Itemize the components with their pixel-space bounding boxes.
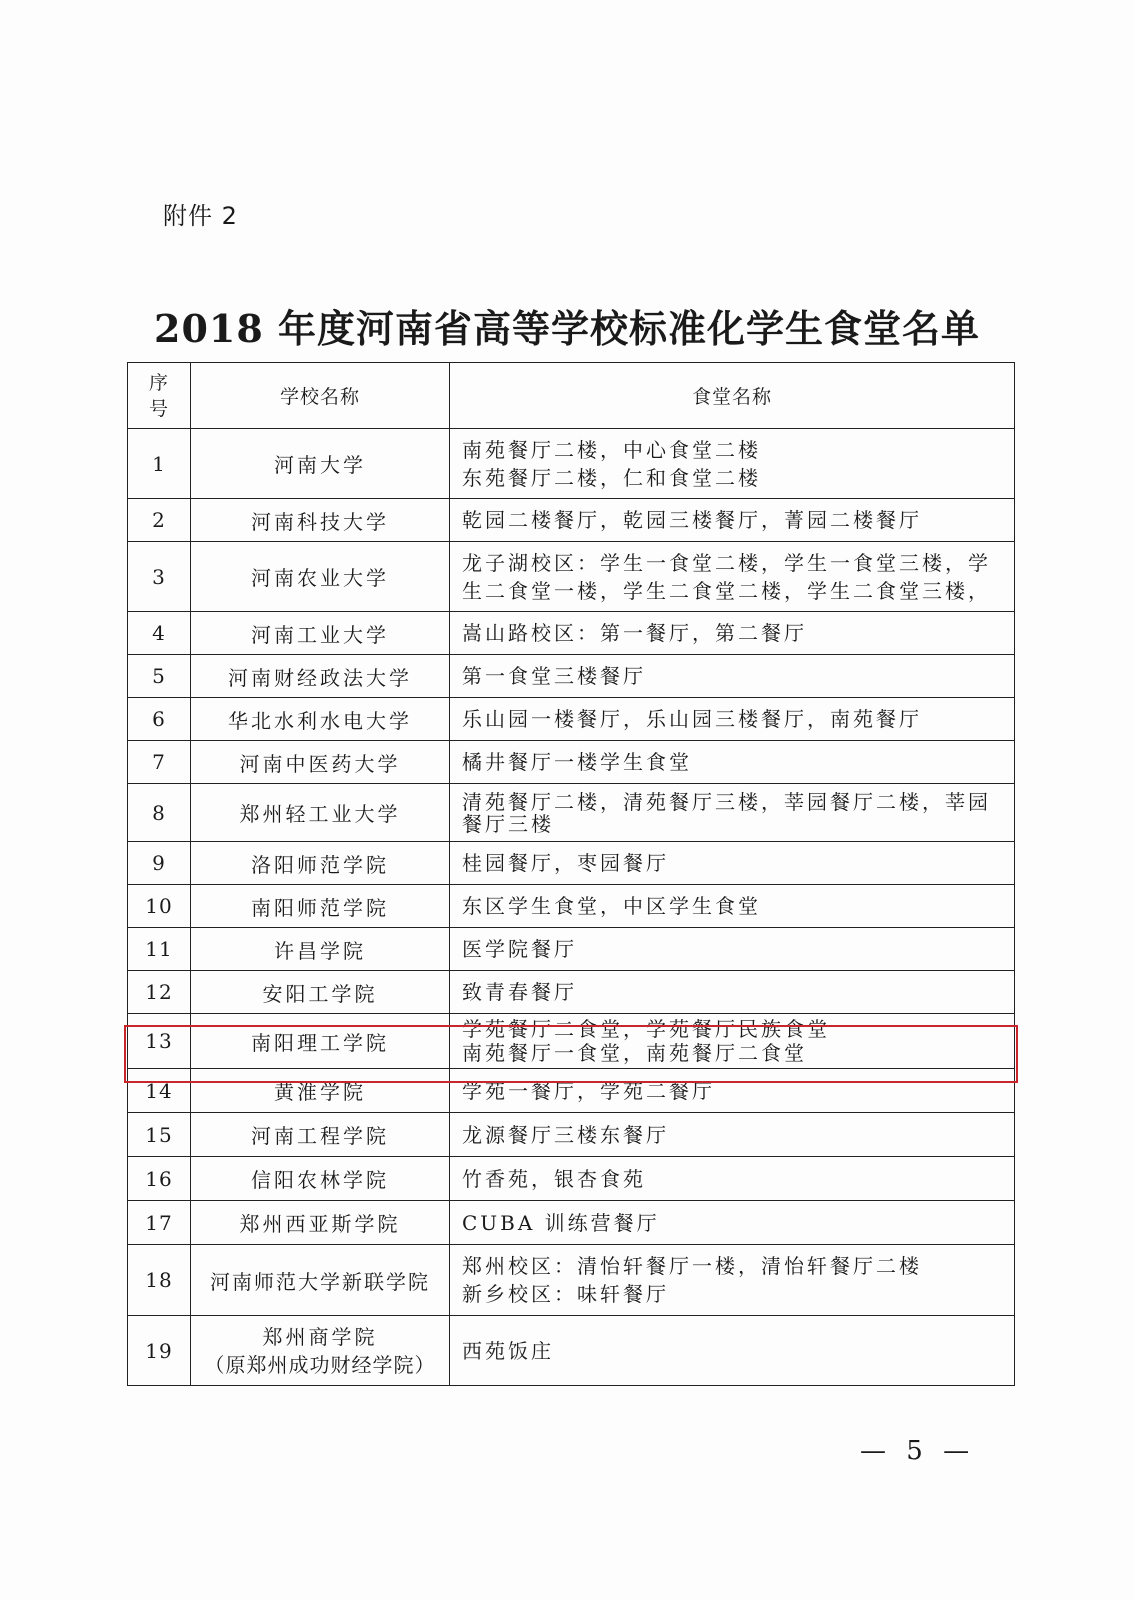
row-num: 1 [128, 429, 191, 499]
row-school: 洛阳师范学院 [191, 842, 450, 885]
row-num: 16 [128, 1157, 191, 1201]
canteen-line: 嵩山路校区：第一餐厅，第二餐厅 [462, 621, 807, 645]
canteen-line: 橘井餐厅一楼学生食堂 [462, 750, 692, 774]
row-school: 河南师范大学新联学院 [191, 1245, 450, 1316]
row-canteen [450, 698, 1015, 741]
row-num: 3 [128, 542, 191, 612]
school-former-name: （原郑州成功财经学院） [204, 1352, 436, 1377]
row-canteen [450, 1245, 1015, 1316]
canteen-line: 竹香苑，银杏食苑 [462, 1166, 646, 1191]
table-row [128, 542, 1015, 612]
row-canteen [450, 612, 1015, 655]
table-row [128, 1157, 1015, 1201]
row-num: 14 [128, 1069, 191, 1113]
table-row [128, 1201, 1015, 1245]
canteen-line: 南苑餐厅一食堂，南苑餐厅二食堂 [462, 1041, 807, 1065]
table-row [128, 784, 1015, 842]
page-number: — 5 — [860, 1436, 976, 1466]
canteen-line: 桂园餐厅，枣园餐厅 [462, 851, 669, 875]
row-canteen [450, 1201, 1015, 1245]
row-canteen [450, 655, 1015, 698]
table-row [128, 971, 1015, 1014]
school-name: 郑州商学院 [262, 1324, 378, 1349]
canteen-line: 东苑餐厅二楼，仁和食堂二楼 [462, 465, 761, 490]
row-school: 郑州西亚斯学院 [191, 1201, 450, 1245]
row-num: 13 [128, 1014, 191, 1069]
row-school: 河南中医药大学 [191, 741, 450, 784]
row-num: 9 [128, 842, 191, 885]
row-school: 许昌学院 [191, 928, 450, 971]
row-num: 4 [128, 612, 191, 655]
row-school: 南阳师范学院 [191, 885, 450, 928]
row-school: 安阳工学院 [191, 971, 450, 1014]
canteen-line: 郑州校区：清怡轩餐厅一楼，清怡轩餐厅二楼 [462, 1254, 922, 1278]
canteen-line: 乾园二楼餐厅，乾园三楼餐厅，菁园二楼餐厅 [462, 508, 922, 532]
row-num: 18 [128, 1245, 191, 1316]
row-num: 19 [128, 1316, 191, 1386]
table-row [128, 1113, 1015, 1157]
row-num: 17 [128, 1201, 191, 1245]
canteen-line: 学苑餐厅二食堂，学苑餐厅民族食堂 [462, 1017, 830, 1041]
canteen-line: 东区学生食堂，中区学生食堂 [462, 894, 761, 918]
row-school: 河南大学 [191, 429, 450, 499]
row-school: 河南农业大学 [191, 542, 450, 612]
canteen-line: 餐厅三楼 [462, 811, 554, 836]
canteen-table [127, 362, 1015, 1386]
canteen-line: 学苑一餐厅，学苑二餐厅 [462, 1078, 715, 1103]
row-canteen [450, 784, 1015, 842]
row-school: 河南科技大学 [191, 499, 450, 542]
canteen-line: 西苑饭庄 [462, 1338, 554, 1363]
table-row [128, 429, 1015, 499]
canteen-line: 龙源餐厅三楼东餐厅 [462, 1122, 669, 1147]
row-canteen [450, 1157, 1015, 1201]
canteen-line: 乐山园一楼餐厅，乐山园三楼餐厅，南苑餐厅 [462, 707, 922, 731]
row-canteen [450, 429, 1015, 499]
header-num-line2: 号 [148, 397, 169, 420]
canteen-line: 南苑餐厅二楼，中心食堂二楼 [462, 437, 761, 462]
row-canteen [450, 1316, 1015, 1386]
row-num: 12 [128, 971, 191, 1014]
row-school: 南阳理工学院 [191, 1014, 450, 1069]
row-canteen [450, 971, 1015, 1014]
table-row [128, 1245, 1015, 1316]
row-num: 8 [128, 784, 191, 842]
row-canteen [450, 1113, 1015, 1157]
row-num: 11 [128, 928, 191, 971]
canteen-line: 龙子湖校区：学生一食堂二楼，学生一食堂三楼，学 [462, 550, 991, 575]
canteen-line: 致青春餐厅 [462, 980, 577, 1004]
header-canteen: 食堂名称 [450, 363, 1015, 429]
row-canteen [450, 928, 1015, 971]
row-school [191, 1316, 450, 1386]
table-row [128, 612, 1015, 655]
row-num: 10 [128, 885, 191, 928]
row-num: 6 [128, 698, 191, 741]
table-body [128, 429, 1015, 1386]
header-num [128, 363, 191, 429]
table-row [128, 885, 1015, 928]
canteen-line: 清苑餐厅二楼，清苑餐厅三楼，莘园餐厅二楼，莘园 [462, 789, 991, 814]
row-school: 郑州轻工业大学 [191, 784, 450, 842]
row-school: 河南财经政法大学 [191, 655, 450, 698]
row-school: 信阳农林学院 [191, 1157, 450, 1201]
table-row [128, 1316, 1015, 1386]
attachment-label: 附件 2 [163, 202, 238, 230]
canteen-line: 新乡校区：味轩餐厅 [462, 1282, 669, 1306]
row-school: 黄淮学院 [191, 1069, 450, 1113]
table-row [128, 698, 1015, 741]
document-title: 2018 年度河南省高等学校标准化学生食堂名单 [154, 306, 980, 351]
row-num: 5 [128, 655, 191, 698]
table-row [128, 499, 1015, 542]
table-row [128, 655, 1015, 698]
row-num: 7 [128, 741, 191, 784]
row-school: 河南工业大学 [191, 612, 450, 655]
table-header-row [128, 363, 1015, 429]
table-row [128, 928, 1015, 971]
canteen-line: 生二食堂一楼，学生二食堂二楼，学生二食堂三楼， [462, 578, 991, 603]
row-canteen [450, 842, 1015, 885]
row-school: 华北水利水电大学 [191, 698, 450, 741]
canteen-line: CUBA 训练营餐厅 [462, 1210, 660, 1235]
canteen-line: 医学院餐厅 [462, 937, 577, 961]
row-canteen [450, 542, 1015, 612]
table-row [128, 741, 1015, 784]
row-num: 15 [128, 1113, 191, 1157]
row-canteen [450, 499, 1015, 542]
table-row [128, 842, 1015, 885]
row-13-highlight-box [124, 1025, 1018, 1083]
row-canteen [450, 741, 1015, 784]
row-school: 河南工程学院 [191, 1113, 450, 1157]
row-canteen [450, 885, 1015, 928]
canteen-line: 第一食堂三楼餐厅 [462, 664, 646, 688]
row-num: 2 [128, 499, 191, 542]
header-school: 学校名称 [191, 363, 450, 429]
header-num-line1: 序 [148, 371, 169, 394]
